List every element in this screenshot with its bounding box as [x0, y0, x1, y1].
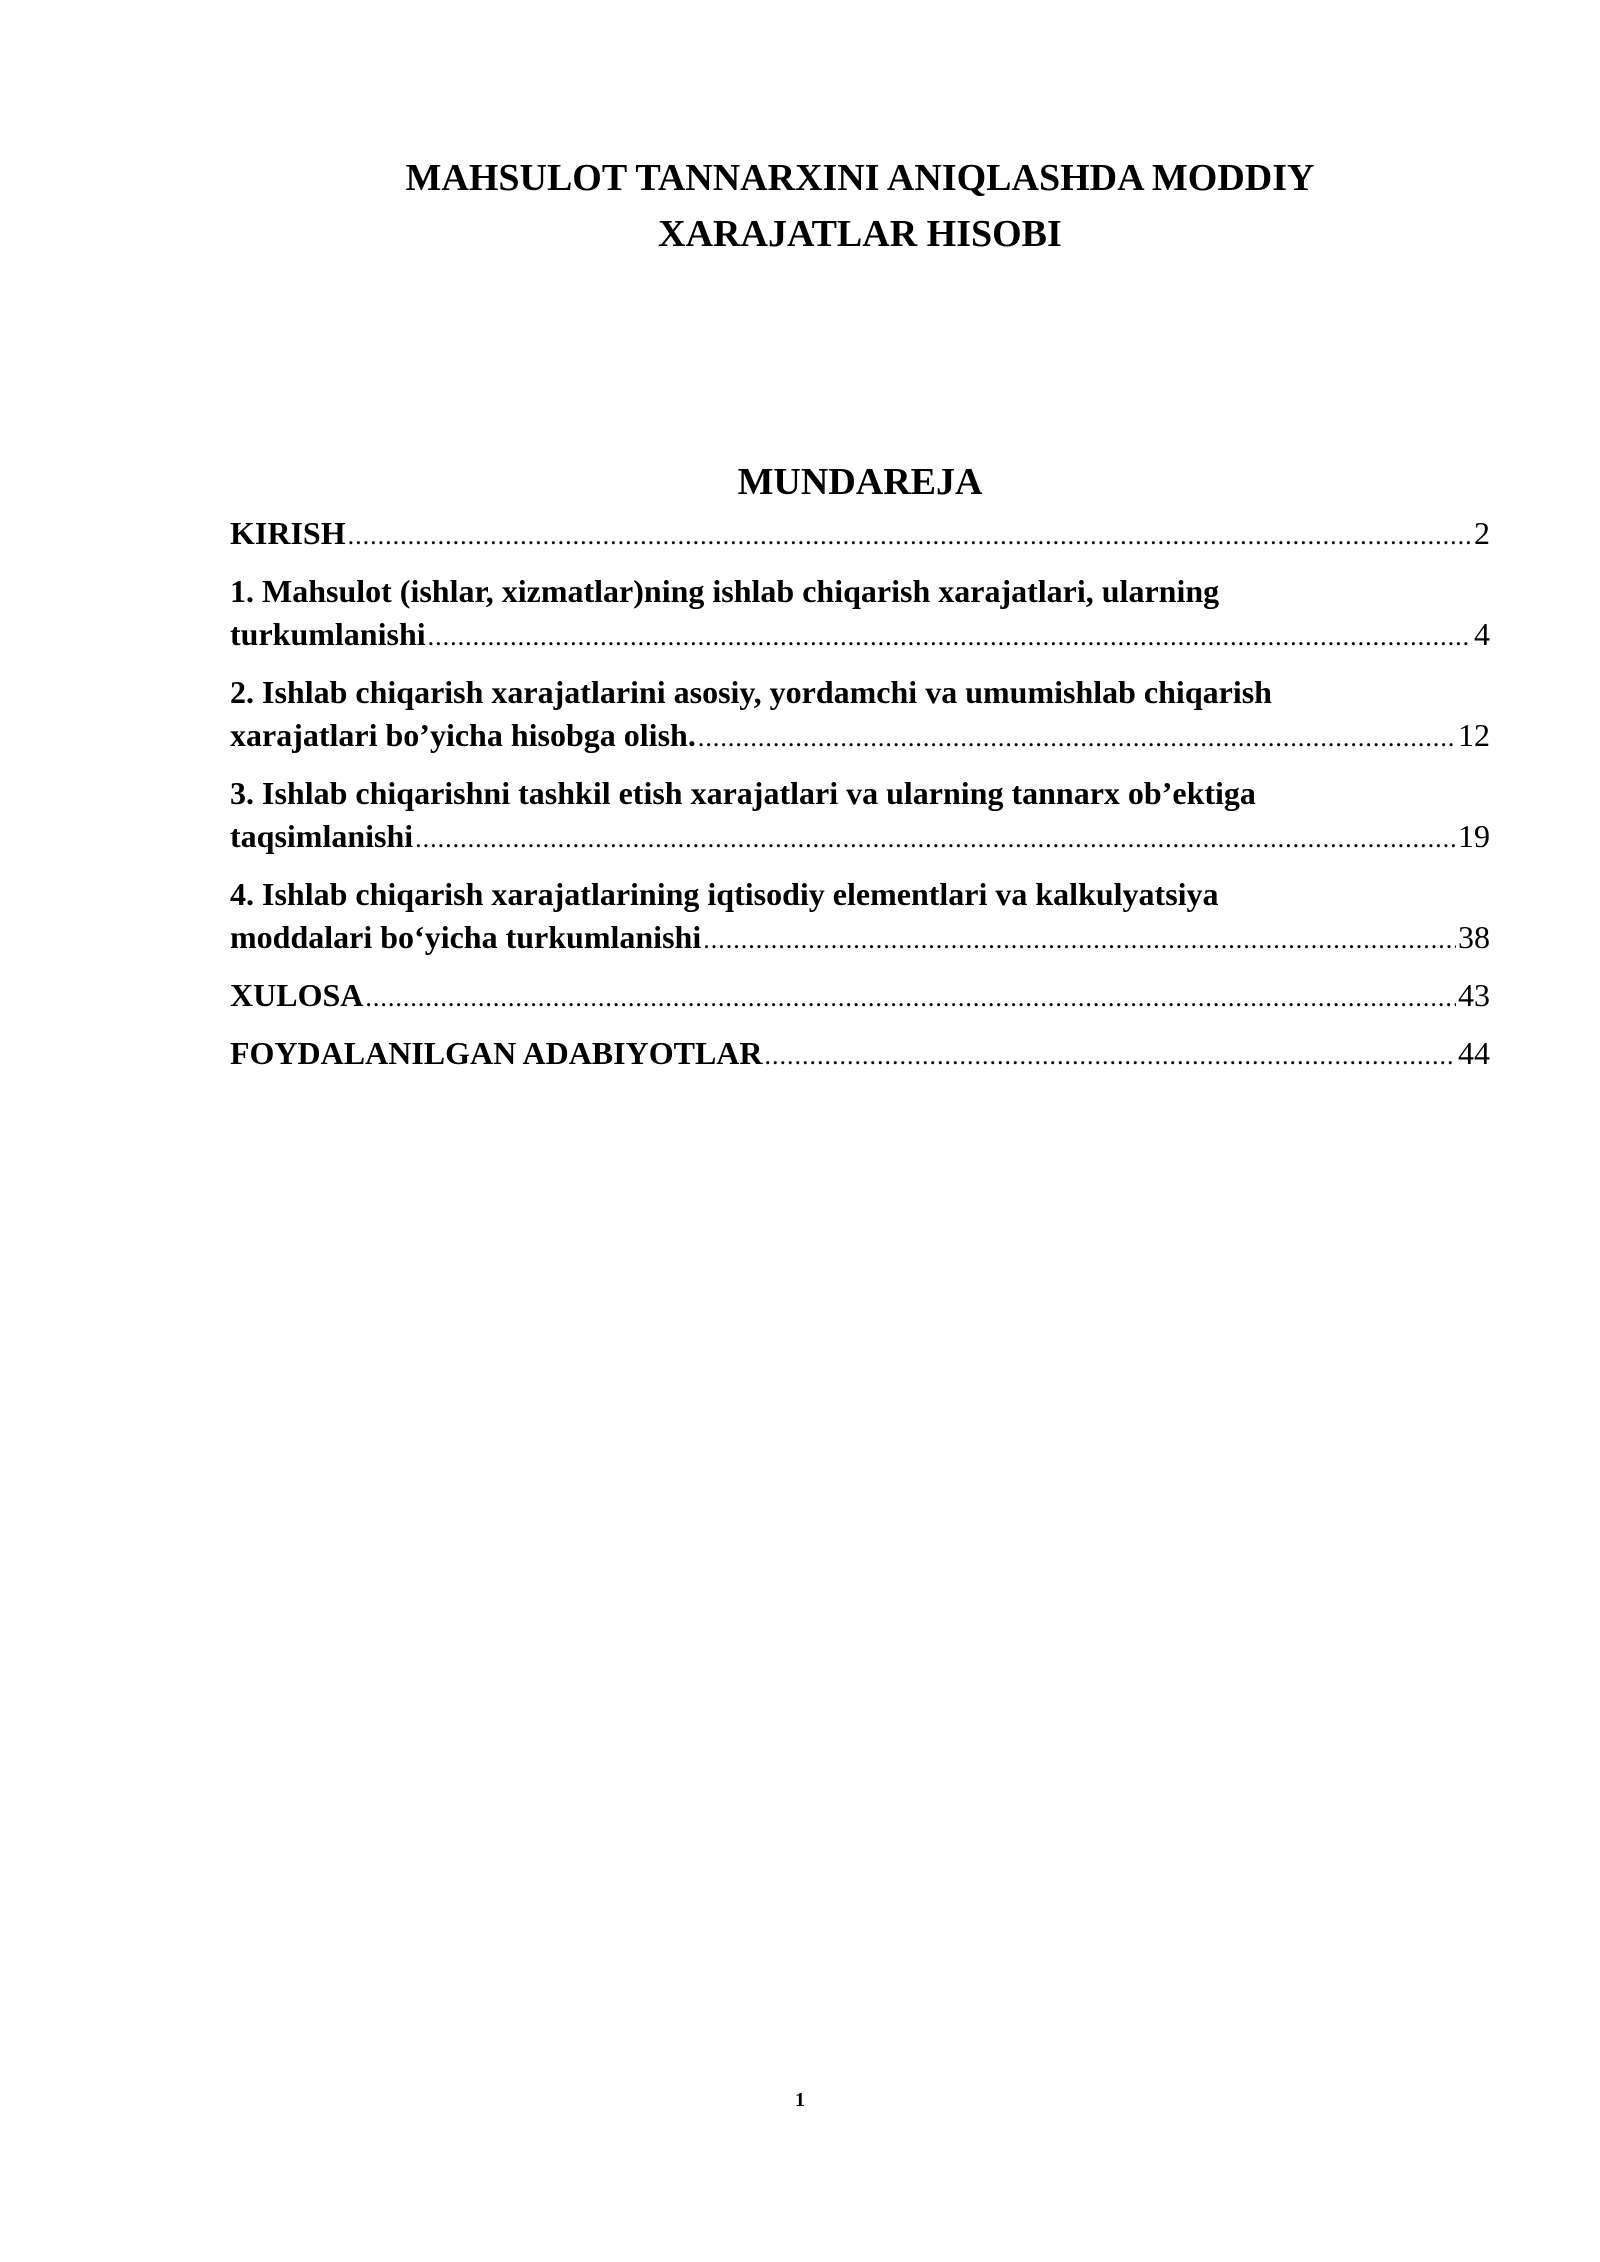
dot-leader	[428, 615, 1472, 658]
document-title-line-1: MAHSULOT TANNARXINI ANIQLASHDA MODDIY	[405, 157, 1315, 199]
toc-entry-section-4	[230, 873, 1490, 961]
toc-row	[230, 512, 1490, 557]
toc-entry-title-line-1: 2. Ishlab chiqarish xarajatlarini asosiy, yordamchi va umumishlab chiqarish	[230, 674, 1272, 710]
dot-leader	[348, 514, 1472, 557]
toc-row	[230, 613, 1490, 658]
table-of-contents	[230, 512, 1490, 1090]
page-footer-number: 1	[795, 2089, 805, 2111]
toc-entry-section-3	[230, 772, 1490, 860]
toc-entry-label: KIRISH	[230, 515, 346, 551]
toc-entry-label: turkumlanishi	[230, 616, 426, 652]
dot-leader	[765, 1034, 1457, 1077]
dot-leader	[365, 976, 1456, 1019]
toc-entry-title-line-1: 3. Ishlab chiqarishni tashkil etish xarajatlari va ularning tannarx ob’ektiga	[230, 775, 1256, 811]
toc-entry-section-1	[230, 570, 1490, 658]
toc-entry-label: moddalari bo‘yicha turkumlanishi	[230, 919, 702, 955]
toc-entry-kirish	[230, 512, 1490, 557]
toc-entry-title-line-1: 1. Mahsulot (ishlar, xizmatlar)ning ishlab chiqarish xarajatlari, ularning	[230, 573, 1220, 609]
toc-entry-title-line-1: 4. Ishlab chiqarish xarajatlarining iqtisodiy elementlari va kalkulyatsiya	[230, 876, 1219, 912]
toc-row	[230, 1032, 1490, 1077]
dot-leader	[415, 817, 1456, 860]
toc-entry-label: XULOSA	[230, 977, 364, 1013]
toc-row	[230, 815, 1490, 860]
dot-leader	[703, 918, 1456, 961]
toc-entry-xulosa	[230, 974, 1490, 1019]
toc-entry-references	[230, 1032, 1490, 1077]
toc-row	[230, 916, 1490, 961]
toc-entry-label: taqsimlanishi	[230, 818, 414, 854]
toc-page-number: 4	[1474, 616, 1490, 652]
dot-leader	[698, 716, 1456, 759]
toc-page-number: 19	[1458, 818, 1490, 854]
toc-page-number: 12	[1458, 717, 1490, 753]
toc-entry-section-2	[230, 671, 1490, 759]
toc-page-number: 43	[1458, 977, 1490, 1013]
document-title	[230, 150, 1490, 262]
toc-page-number: 44	[1458, 1035, 1490, 1071]
document-title-line-2: XARAJATLAR HISOBI	[658, 213, 1062, 255]
toc-entry-label: xarajatlari bo’yicha hisobga olish.	[230, 717, 696, 753]
toc-heading: MUNDAREJA	[737, 461, 983, 503]
toc-row	[230, 714, 1490, 759]
toc-page-number: 2	[1474, 515, 1490, 551]
toc-entry-label: FOYDALANILGAN ADABIYOTLAR	[230, 1035, 763, 1071]
toc-page-number: 38	[1458, 919, 1490, 955]
toc-row	[230, 974, 1490, 1019]
